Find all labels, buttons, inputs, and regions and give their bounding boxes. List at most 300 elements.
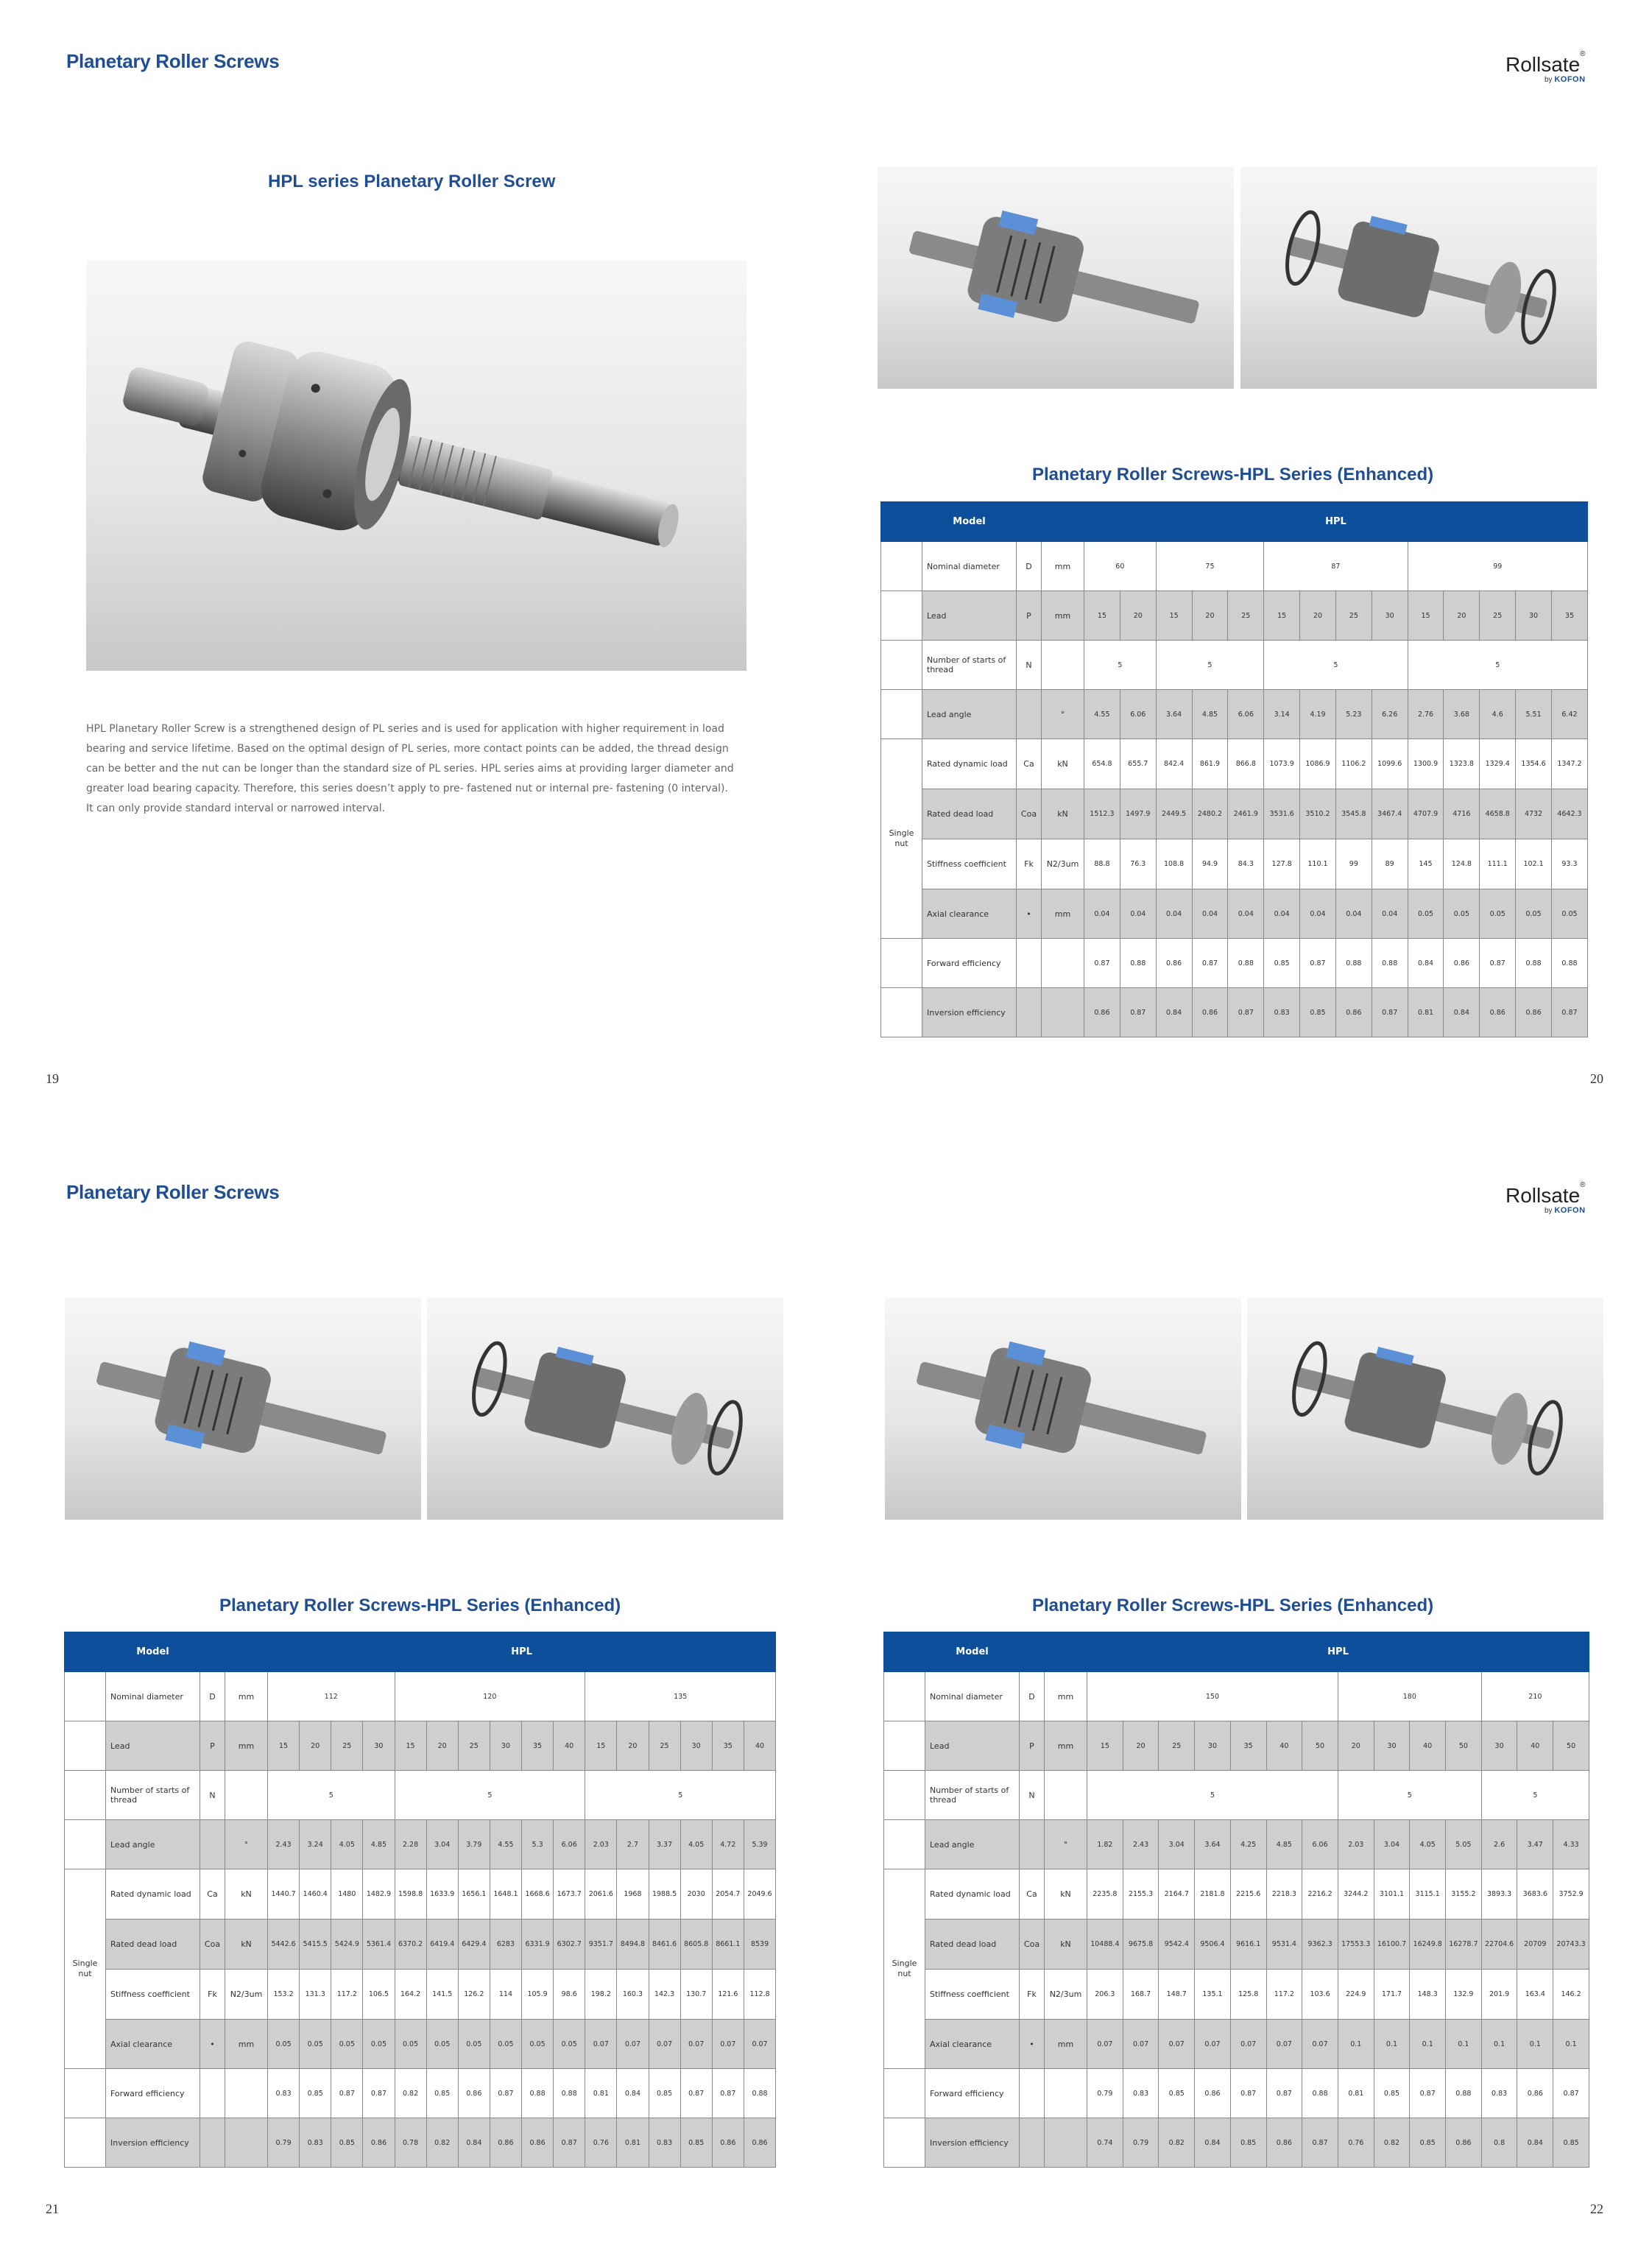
forward-cell: 0.87 (712, 2069, 744, 2118)
row-symbol (1017, 988, 1042, 1037)
row-symbol: • (200, 2020, 225, 2069)
inversion-cell: 0.87 (554, 2118, 585, 2168)
clearance-cell: 0.05 (426, 2020, 458, 2069)
brand-logo (1505, 50, 1586, 84)
row-label: Axial clearance (922, 889, 1017, 939)
clearance-cell: 0.05 (490, 2020, 521, 2069)
dynamic-cell: 1073.9 (1264, 739, 1300, 789)
page-header-title-2: Planetary Roller Screws (66, 1181, 280, 1203)
logo-brand: KOFON (1554, 75, 1586, 84)
lead-cell: 30 (490, 1721, 521, 1771)
table-row (881, 939, 1588, 988)
page-number-22: 22 (1590, 2202, 1603, 2216)
inversion-cell: 0.86 (363, 2118, 395, 2168)
table-row (884, 2020, 1589, 2069)
row-unit: kN (1042, 739, 1084, 789)
lead-angle-cell: 6.06 (1120, 690, 1156, 739)
row-symbol (1017, 939, 1042, 988)
row-symbol (1020, 2118, 1045, 2168)
dynamic-cell: 1440.7 (268, 1869, 300, 1920)
stiffness-cell: 130.7 (680, 1970, 712, 2020)
forward-cell: 0.88 (744, 2069, 775, 2118)
clearance-cell: 0.07 (1123, 2020, 1159, 2069)
blank-cell (881, 690, 922, 739)
table-row (881, 839, 1588, 889)
table-row (881, 542, 1588, 591)
row-symbol: N (1017, 641, 1042, 690)
row-symbol: Coa (1020, 1920, 1045, 1970)
exploded-image-2 (427, 1297, 783, 1520)
blank-cell (881, 988, 922, 1037)
dynamic-cell: 842.4 (1156, 739, 1192, 789)
forward-cell: 0.79 (1087, 2069, 1123, 2118)
inversion-cell: 0.82 (1159, 2118, 1195, 2168)
header-blank-cell (65, 1632, 106, 1672)
dead-cell: 3545.8 (1335, 789, 1372, 839)
row-label: Inversion efficiency (925, 2118, 1020, 2168)
dead-cell: 6331.9 (522, 1920, 554, 1970)
dead-cell: 2449.5 (1156, 789, 1192, 839)
lead-cell: 30 (1372, 591, 1408, 641)
row-unit (225, 1771, 268, 1820)
dead-cell: 5415.5 (300, 1920, 331, 1970)
logo-brand-2: KOFON (1554, 1206, 1586, 1215)
lead-angle-cell: 4.33 (1553, 1820, 1589, 1869)
dynamic-cell: 1354.6 (1516, 739, 1552, 789)
table-row (65, 1721, 776, 1771)
product-photo-cutaway (878, 166, 1234, 389)
row-symbol: Ca (1017, 739, 1042, 789)
screw-assembly-image (86, 261, 746, 671)
clearance-cell: 0.05 (268, 2020, 300, 2069)
dynamic-cell: 1300.9 (1408, 739, 1444, 789)
clearance-cell: 0.07 (617, 2020, 649, 2069)
header-blank-cell (225, 1632, 268, 1672)
logo-by-2: by (1544, 1207, 1553, 1215)
inversion-cell: 0.85 (1553, 2118, 1589, 2168)
inversion-cell: 0.79 (268, 2118, 300, 2168)
lead-angle-cell: 3.04 (1159, 1820, 1195, 1869)
dynamic-cell: 1598.8 (395, 1869, 426, 1920)
clearance-cell: 0.04 (1156, 889, 1192, 939)
starts-cell: 5 (1087, 1771, 1338, 1820)
blank-cell (65, 2118, 106, 2168)
lead-angle-cell: 5.3 (522, 1820, 554, 1869)
row-unit: mm (1042, 889, 1084, 939)
dynamic-cell: 1668.6 (522, 1869, 554, 1920)
page-number-20: 20 (1590, 1071, 1603, 1086)
row-symbol: D (200, 1672, 225, 1721)
dynamic-cell: 1099.6 (1372, 739, 1408, 789)
row-label: Rated dead load (922, 789, 1017, 839)
row-label: Nominal diameter (922, 542, 1017, 591)
lead-cell: 35 (522, 1721, 554, 1771)
stiffness-cell: 198.2 (585, 1970, 617, 2020)
clearance-cell: 0.1 (1410, 2020, 1446, 2069)
clearance-cell: 0.05 (1408, 889, 1444, 939)
starts-cell: 5 (395, 1771, 585, 1820)
forward-cell: 0.87 (1230, 2069, 1266, 2118)
dynamic-cell: 2155.3 (1123, 1869, 1159, 1920)
inversion-cell: 0.86 (744, 2118, 775, 2168)
stiffness-cell: 112.8 (744, 1970, 775, 2020)
forward-cell: 0.84 (617, 2069, 649, 2118)
row-symbol: N (1020, 1771, 1045, 1820)
table-2-title: Planetary Roller Screws-HPL Series (Enhanced) (219, 1596, 621, 1615)
row-symbol: Coa (200, 1920, 225, 1970)
cutaway-image (878, 166, 1234, 389)
forward-cell: 0.87 (363, 2069, 395, 2118)
row-unit: kN (1042, 789, 1084, 839)
lead-cell: 40 (1517, 1721, 1553, 1771)
starts-cell: 5 (1338, 1771, 1481, 1820)
lead-angle-cell: 4.55 (490, 1820, 521, 1869)
row-label: Forward efficiency (925, 2069, 1020, 2118)
dynamic-cell: 3244.2 (1338, 1869, 1374, 1920)
dynamic-cell: 1329.4 (1480, 739, 1516, 789)
dead-cell: 8539 (744, 1920, 775, 1970)
forward-cell: 0.82 (395, 2069, 426, 2118)
stiffness-cell: 146.2 (1553, 1970, 1589, 2020)
product-photo-cutaway-3 (885, 1297, 1241, 1520)
single-nut-label: Single nut (884, 1869, 925, 2069)
cutaway-image-3 (885, 1297, 1241, 1520)
blank-cell (65, 1771, 106, 1820)
lead-angle-cell: 4.85 (363, 1820, 395, 1869)
table-row (884, 1869, 1589, 1920)
dynamic-cell: 1968 (617, 1869, 649, 1920)
diameter-cell: 99 (1408, 542, 1587, 591)
lead-angle-cell: 3.79 (458, 1820, 490, 1869)
row-label: Forward efficiency (106, 2069, 200, 2118)
stiffness-cell: 110.1 (1300, 839, 1336, 889)
row-label: Rated dynamic load (106, 1869, 200, 1920)
dead-cell: 5361.4 (363, 1920, 395, 1970)
dynamic-cell: 3683.6 (1517, 1869, 1553, 1920)
table-row (884, 1771, 1589, 1820)
forward-cell: 0.85 (649, 2069, 680, 2118)
inversion-cell: 0.84 (1517, 2118, 1553, 2168)
clearance-cell: 0.05 (1551, 889, 1587, 939)
inversion-cell: 0.82 (1374, 2118, 1410, 2168)
product-photo-exploded-2 (427, 1297, 783, 1520)
forward-cell: 0.88 (1228, 939, 1264, 988)
forward-cell: 0.88 (1372, 939, 1408, 988)
diameter-cell: 112 (268, 1672, 395, 1721)
row-unit: ° (1042, 690, 1084, 739)
table-row (884, 2069, 1589, 2118)
starts-cell: 5 (1408, 641, 1587, 690)
table-row (884, 1721, 1589, 1771)
dynamic-cell: 3893.3 (1481, 1869, 1517, 1920)
blank-cell (881, 542, 922, 591)
inversion-cell: 0.87 (1551, 988, 1587, 1037)
forward-cell: 0.87 (331, 2069, 363, 2118)
lead-angle-cell: 6.42 (1551, 690, 1587, 739)
forward-cell: 0.85 (300, 2069, 331, 2118)
row-unit: kN (1045, 1920, 1087, 1970)
intro-paragraph: HPL Planetary Roller Screw is a strengthened design of PL series and is used for application with higher requirement in load bearing and service lifetime. Based on the optimal design of PL series, more contact points can be added, the thread design can be better and the nut can be longer than the standard size of PL series. HPL series aims at providing larger diameter and greater load bearing capacity. Therefore, this series doesn’t apply to pre- fastened nut or internal pre- fastening (0 interval). It can only provide standard interval or narrowed interval. (86, 723, 734, 814)
series-header: HPL (1084, 502, 1588, 542)
starts-cell: 5 (585, 1771, 776, 1820)
clearance-cell: 0.07 (680, 2020, 712, 2069)
dead-cell: 6302.7 (554, 1920, 585, 1970)
inversion-cell: 0.86 (1480, 988, 1516, 1037)
clearance-cell: 0.07 (1159, 2020, 1195, 2069)
row-symbol (200, 1820, 225, 1869)
forward-cell: 0.87 (1553, 2069, 1589, 2118)
table-row (65, 2118, 776, 2168)
dead-cell: 10488.4 (1087, 1920, 1123, 1970)
forward-cell: 0.86 (458, 2069, 490, 2118)
stiffness-cell: 84.3 (1228, 839, 1264, 889)
row-unit: N2/3um (1042, 839, 1084, 889)
lead-cell: 30 (1195, 1721, 1231, 1771)
clearance-cell: 0.1 (1481, 2020, 1517, 2069)
row-label: Stiffness coefficient (925, 1970, 1020, 2020)
row-symbol (1017, 690, 1042, 739)
diameter-cell: 120 (395, 1672, 585, 1721)
forward-cell: 0.87 (490, 2069, 521, 2118)
lead-angle-cell: 5.51 (1516, 690, 1552, 739)
logo-reg-2: ® (1580, 1181, 1586, 1189)
forward-cell: 0.87 (1480, 939, 1516, 988)
row-unit: mm (1045, 1672, 1087, 1721)
lead-cell: 20 (1123, 1721, 1159, 1771)
lead-angle-cell: 4.05 (680, 1820, 712, 1869)
exploded-image (1240, 166, 1597, 389)
table-row (65, 1970, 776, 2020)
stiffness-cell: 135.1 (1195, 1970, 1231, 2020)
diameter-cell: 87 (1264, 542, 1408, 591)
inversion-cell: 0.85 (331, 2118, 363, 2168)
dynamic-cell: 2061.6 (585, 1869, 617, 1920)
dead-cell: 8494.8 (617, 1920, 649, 1970)
blank-cell (884, 1820, 925, 1869)
exploded-image-3 (1247, 1297, 1603, 1520)
dead-cell: 5442.6 (268, 1920, 300, 1970)
table-row (881, 739, 1588, 789)
forward-cell: 0.87 (1192, 939, 1228, 988)
clearance-cell: 0.04 (1264, 889, 1300, 939)
stiffness-cell: 201.9 (1481, 1970, 1517, 2020)
table-row (65, 2020, 776, 2069)
stiffness-cell: 163.4 (1517, 1970, 1553, 2020)
blank-cell (884, 1771, 925, 1820)
lead-angle-cell: 3.04 (426, 1820, 458, 1869)
dynamic-cell: 3752.9 (1553, 1869, 1589, 1920)
row-unit: N2/3um (225, 1970, 268, 2020)
logo-by: by (1544, 76, 1553, 84)
dead-cell: 3510.2 (1300, 789, 1336, 839)
row-label: Axial clearance (925, 2020, 1020, 2069)
lead-cell: 15 (268, 1721, 300, 1771)
dead-cell: 8461.6 (649, 1920, 680, 1970)
forward-cell: 0.83 (1481, 2069, 1517, 2118)
stiffness-cell: 132.9 (1446, 1970, 1482, 2020)
forward-cell: 0.87 (680, 2069, 712, 2118)
row-label: Stiffness coefficient (106, 1970, 200, 2020)
dynamic-cell: 654.8 (1084, 739, 1120, 789)
clearance-cell: 0.07 (585, 2020, 617, 2069)
lead-cell: 30 (1516, 591, 1552, 641)
lead-cell: 20 (300, 1721, 331, 1771)
stiffness-cell: 102.1 (1516, 839, 1552, 889)
diameter-cell: 210 (1481, 1672, 1589, 1721)
diameter-cell: 60 (1084, 542, 1157, 591)
lead-angle-cell: 4.85 (1192, 690, 1228, 739)
row-unit: mm (1045, 2020, 1087, 2069)
forward-cell: 0.88 (1120, 939, 1156, 988)
dead-cell: 2461.9 (1228, 789, 1264, 839)
blank-cell (65, 1672, 106, 1721)
lead-angle-cell: 2.6 (1481, 1820, 1517, 1869)
table-row (65, 1632, 776, 1672)
clearance-cell: 0.07 (1195, 2020, 1231, 2069)
forward-cell: 0.83 (268, 2069, 300, 2118)
dead-cell: 4716 (1444, 789, 1480, 839)
lead-cell: 15 (1084, 591, 1120, 641)
dynamic-cell: 2164.7 (1159, 1869, 1195, 1920)
clearance-cell: 0.05 (363, 2020, 395, 2069)
dead-cell: 9616.1 (1230, 1920, 1266, 1970)
stiffness-cell: 93.3 (1551, 839, 1587, 889)
row-symbol: D (1020, 1672, 1045, 1721)
starts-cell: 5 (1264, 641, 1408, 690)
lead-angle-cell: 5.23 (1335, 690, 1372, 739)
table-row (65, 1672, 776, 1721)
row-unit (1042, 641, 1084, 690)
clearance-cell: 0.05 (395, 2020, 426, 2069)
row-unit: kN (225, 1869, 268, 1920)
blank-cell (881, 641, 922, 690)
dead-cell: 2480.2 (1192, 789, 1228, 839)
row-label: Number of starts of thread (922, 641, 1017, 690)
lead-angle-cell: 4.05 (1410, 1820, 1446, 1869)
lead-angle-cell: 2.76 (1408, 690, 1444, 739)
stiffness-cell: 88.8 (1084, 839, 1120, 889)
row-label: Rated dead load (106, 1920, 200, 1970)
dead-cell: 20709 (1517, 1920, 1553, 1970)
row-unit (1042, 988, 1084, 1037)
row-unit (225, 2069, 268, 2118)
lead-angle-cell: 2.43 (268, 1820, 300, 1869)
lead-angle-cell: 3.04 (1374, 1820, 1410, 1869)
table-3-title: Planetary Roller Screws-HPL Series (Enhanced) (1032, 1596, 1434, 1615)
dead-cell: 3467.4 (1372, 789, 1408, 839)
lead-angle-cell: 2.03 (585, 1820, 617, 1869)
dynamic-cell: 3101.1 (1374, 1869, 1410, 1920)
forward-cell: 0.81 (1338, 2069, 1374, 2118)
inversion-cell: 0.84 (458, 2118, 490, 2168)
lead-angle-cell: 3.14 (1264, 690, 1300, 739)
product-photo-cutaway-2 (65, 1297, 421, 1520)
stiffness-cell: 117.2 (331, 1970, 363, 2020)
dead-cell: 22704.6 (1481, 1920, 1517, 1970)
lead-cell: 20 (1300, 591, 1336, 641)
dynamic-cell: 2049.6 (744, 1869, 775, 1920)
lead-cell: 20 (1192, 591, 1228, 641)
blank-cell (65, 1721, 106, 1771)
row-label: Lead angle (106, 1820, 200, 1869)
stiffness-cell: 153.2 (268, 1970, 300, 2020)
model-header: Model (106, 1632, 200, 1672)
row-symbol: P (1017, 591, 1042, 641)
lead-angle-cell: 2.03 (1338, 1820, 1374, 1869)
inversion-cell: 0.82 (426, 2118, 458, 2168)
forward-cell: 0.86 (1444, 939, 1480, 988)
stiffness-cell: 125.8 (1230, 1970, 1266, 2020)
dead-cell: 9531.4 (1266, 1920, 1302, 1970)
stiffness-cell: 103.6 (1302, 1970, 1338, 2020)
table-row (881, 889, 1588, 939)
dynamic-cell: 866.8 (1228, 739, 1264, 789)
lead-angle-cell: 4.25 (1230, 1820, 1266, 1869)
stiffness-cell: 89 (1372, 839, 1408, 889)
stiffness-cell: 99 (1335, 839, 1372, 889)
dead-cell: 16278.7 (1446, 1920, 1482, 1970)
row-label: Lead (106, 1721, 200, 1771)
inversion-cell: 0.85 (1230, 2118, 1266, 2168)
logo-name: Rollsate (1505, 53, 1581, 76)
page-header-title: Planetary Roller Screws (66, 50, 280, 72)
clearance-cell: 0.07 (712, 2020, 744, 2069)
table-row (881, 789, 1588, 839)
lead-angle-cell: 4.05 (331, 1820, 363, 1869)
stiffness-cell: 94.9 (1192, 839, 1228, 889)
forward-cell: 0.86 (1195, 2069, 1231, 2118)
table-row (65, 2069, 776, 2118)
clearance-cell: 0.1 (1338, 2020, 1374, 2069)
row-unit: kN (225, 1920, 268, 1970)
clearance-cell: 0.07 (1302, 2020, 1338, 2069)
clearance-cell: 0.04 (1335, 889, 1372, 939)
row-label: Inversion efficiency (106, 2118, 200, 2168)
clearance-cell: 0.04 (1192, 889, 1228, 939)
inversion-cell: 0.87 (1372, 988, 1408, 1037)
row-label: Rated dead load (925, 1920, 1020, 1970)
forward-cell: 0.88 (554, 2069, 585, 2118)
row-unit: mm (1045, 1721, 1087, 1771)
lead-angle-cell: 4.19 (1300, 690, 1336, 739)
dynamic-cell: 1086.9 (1300, 739, 1336, 789)
stiffness-cell: 105.9 (522, 1970, 554, 2020)
stiffness-cell: 206.3 (1087, 1970, 1123, 2020)
row-label: Nominal diameter (106, 1672, 200, 1721)
page-number-19: 19 (46, 1071, 59, 1086)
lead-cell: 25 (331, 1721, 363, 1771)
row-symbol: • (1020, 2020, 1045, 2069)
inversion-cell: 0.86 (712, 2118, 744, 2168)
dead-cell: 17553.3 (1338, 1920, 1374, 1970)
lead-cell: 25 (1480, 591, 1516, 641)
clearance-cell: 0.05 (1516, 889, 1552, 939)
row-symbol: Fk (1017, 839, 1042, 889)
starts-cell: 5 (1084, 641, 1157, 690)
inversion-cell: 0.87 (1120, 988, 1156, 1037)
row-symbol (200, 2118, 225, 2168)
lead-angle-cell: 6.06 (1228, 690, 1264, 739)
row-symbol: D (1017, 542, 1042, 591)
dead-cell: 6419.4 (426, 1920, 458, 1970)
inversion-cell: 0.79 (1123, 2118, 1159, 2168)
lead-cell: 20 (617, 1721, 649, 1771)
forward-cell: 0.85 (1159, 2069, 1195, 2118)
table-row (65, 1771, 776, 1820)
row-unit: mm (1042, 542, 1084, 591)
dead-cell: 4732 (1516, 789, 1552, 839)
lead-cell: 25 (649, 1721, 680, 1771)
